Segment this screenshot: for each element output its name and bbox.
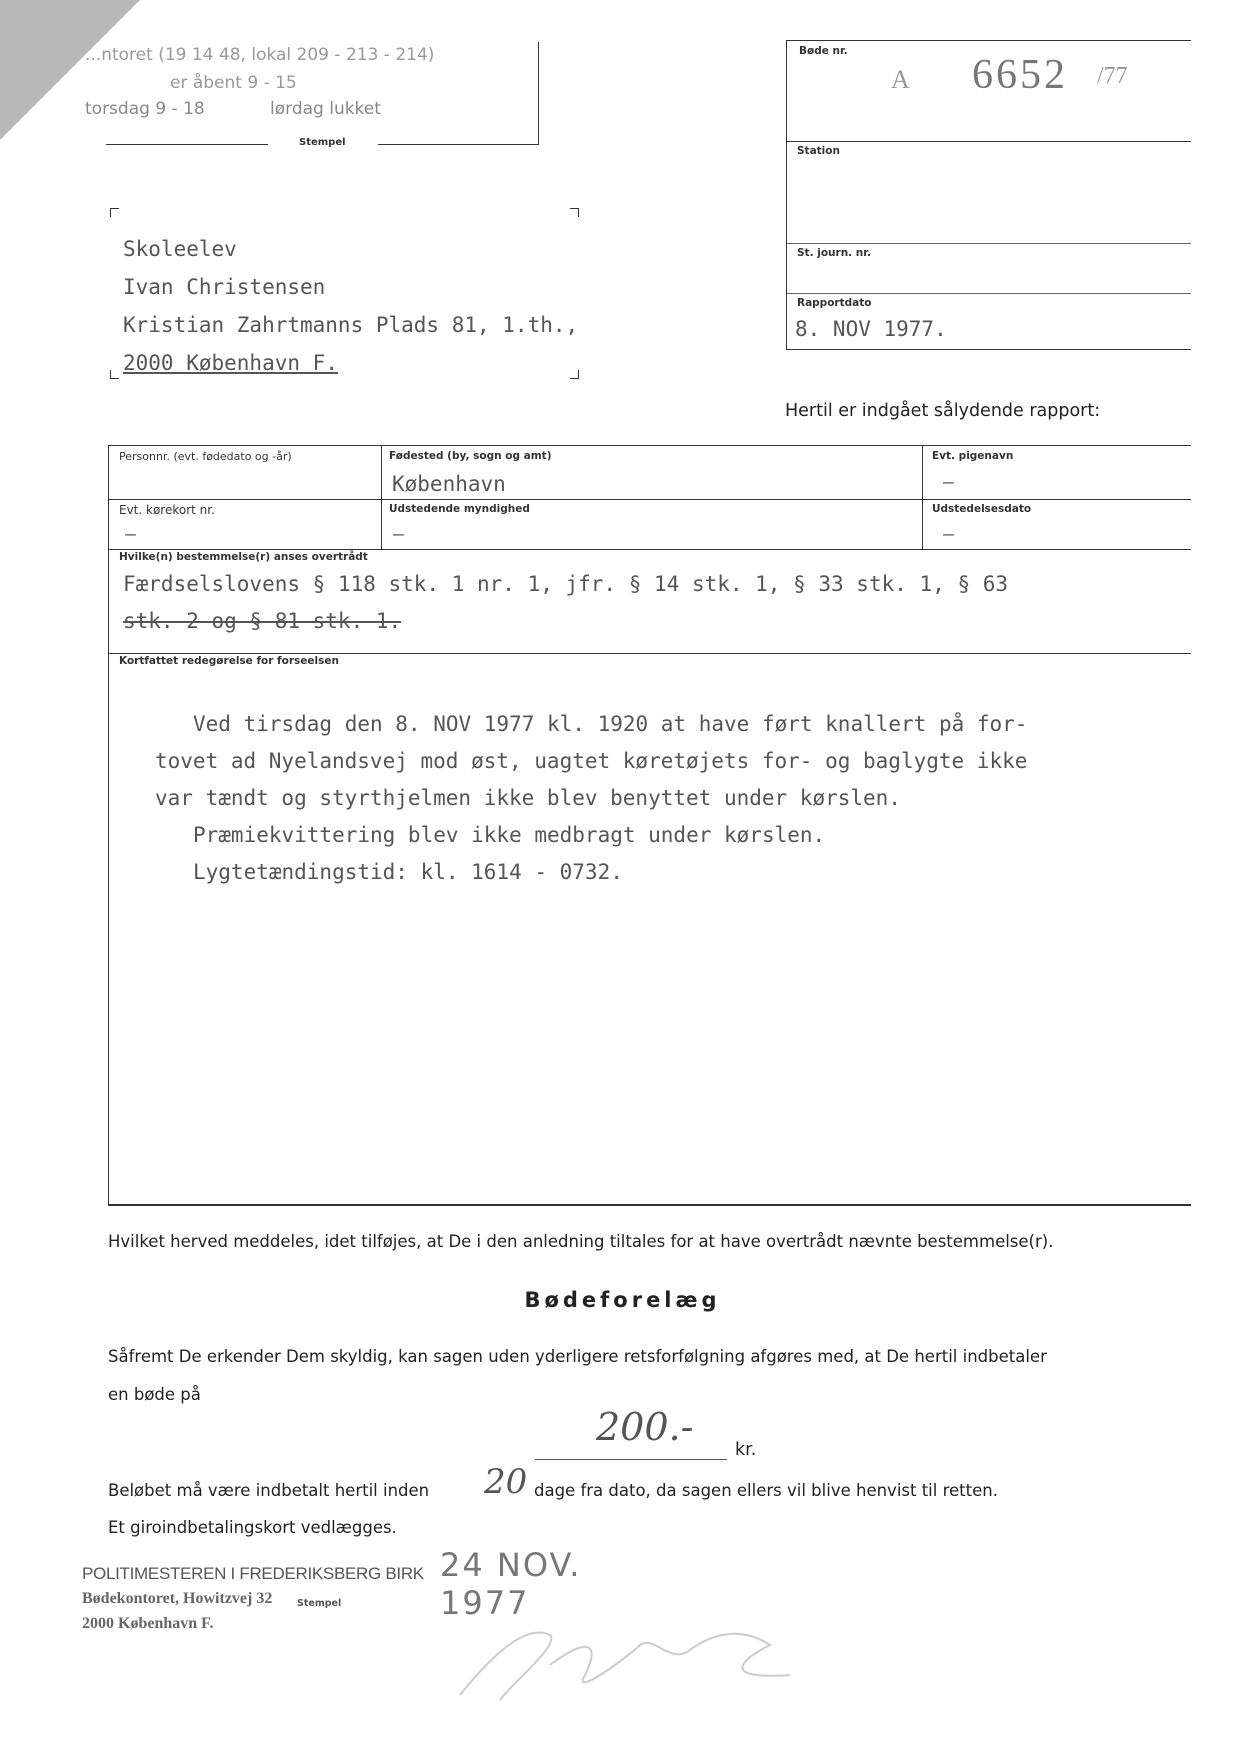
giro-text: Et giroindbetalingskort vedlægges.: [108, 1518, 397, 1537]
fodested-label: Fødested (by, sogn og amt): [389, 450, 552, 462]
stamp-box-bottom-left: [106, 144, 268, 145]
amount-value: 200.-: [596, 1405, 694, 1449]
journ-divider: [787, 293, 1191, 294]
address-block: [123, 230, 578, 382]
footer-line-3: 2000 København F.: [82, 1615, 214, 1632]
redegorelse-text: [155, 706, 1027, 891]
footer-line-2: Bødekontoret, Howitzvej 32: [82, 1590, 273, 1607]
pay-before: Beløbet må være indbetalt hertil inden: [108, 1481, 430, 1500]
report-form: [108, 445, 1191, 1206]
bestemmelse-line-1: Færdselslovens § 118 stk. 1 nr. 1, jfr. § 14 stk. 1, § 33 stk. 1, § 63: [123, 572, 1009, 596]
stamp-line-2: er åbent 9 - 15: [170, 73, 297, 93]
korekort-label: Evt. kørekort nr.: [119, 503, 215, 517]
bode-prefix: A: [891, 65, 910, 94]
footer-line-1: POLITIMESTEREN I FREDERIKSBERG BIRK: [82, 1564, 424, 1583]
notice-text: Hvilket herved meddeles, idet tilføjes, at De i den anledning tiltales for at have overtrådt nævnte bestemmelse(r).: [108, 1232, 1054, 1251]
signature: [440, 1605, 860, 1715]
address-line-4: 2000 København F.: [123, 351, 338, 375]
bode-divider: [787, 141, 1191, 142]
pay-days: 20: [484, 1462, 528, 1502]
form-row-divider-2: [109, 549, 1191, 550]
bodeforelaeg-heading: Bødeforelæg: [524, 1288, 721, 1312]
rapportdato-label: Rapportdato: [797, 297, 872, 309]
redegorelse-line: var tændt og styrthjelmen ikke blev benyttet under kørslen.: [155, 786, 901, 810]
bestemmelse-label: Hvilke(n) bestemmelse(r) anses overtrådt: [119, 551, 368, 563]
redegorelse-line: Ved tirsdag den 8. NOV 1977 kl. 1920 at have ført knallert på for-: [193, 712, 1028, 736]
redegorelse-line: Præmiekvittering blev ikke medbragt under kørslen.: [193, 823, 826, 847]
stamp-box-bottom-right: [378, 144, 539, 145]
pay-after: dage fra dato, da sagen ellers vil blive henvist til retten.: [534, 1481, 998, 1500]
redegorelse-line: tovet ad Nyelandsvej mod øst, uagtet køretøjets for- og baglygte ikke: [155, 749, 1028, 773]
rapportdato-value: 8. NOV 1977.: [795, 317, 947, 341]
journ-label: St. journ. nr.: [797, 247, 871, 259]
bode-year: /77: [1097, 63, 1128, 89]
para1-line-2: en bøde på: [108, 1385, 201, 1404]
address-corner-tr: [570, 208, 579, 217]
form-row-divider-1: [109, 499, 1191, 500]
stamp-line-1: ...ntoret (19 14 48, lokal 209 - 213 - 214): [85, 45, 435, 65]
pigenavn-value: –: [943, 472, 954, 493]
station-label: Station: [797, 145, 840, 157]
personnr-label: Personnr. (evt. fødedato og -år): [119, 450, 292, 463]
stamp-label: Stempel: [299, 137, 346, 148]
stamp-box-right: [538, 42, 539, 144]
bode-number: 6652: [972, 52, 1068, 98]
redegorelse-line: Lygtetændingstid: kl. 1614 - 0732.: [193, 860, 623, 884]
bode-nr-label: Bøde nr.: [799, 45, 848, 57]
footer-date: 24 NOV. 1977: [440, 1546, 582, 1622]
myndighed-value: –: [393, 524, 404, 545]
address-line-3: Kristian Zahrtmanns Plads 81, 1.th.,: [123, 313, 579, 337]
office-stamp: [85, 45, 540, 145]
amount-unit: kr.: [735, 1440, 757, 1460]
stamp-line-3: torsdag 9 - 18: [85, 99, 205, 119]
udstedelsesdato-value: –: [943, 524, 954, 545]
bestemmelse-line-2: stk. 2 og § 81 stk. 1.: [123, 609, 402, 633]
address-corner-tl: [110, 208, 119, 217]
footer-stempel: Stempel: [297, 1598, 342, 1609]
case-info-box: [786, 40, 1191, 350]
fodested-value: København: [392, 472, 506, 496]
address-corner-bl: [110, 370, 119, 379]
form-row-divider-3: [109, 653, 1191, 654]
amount-underline: [535, 1459, 727, 1460]
pigenavn-label: Evt. pigenavn: [932, 450, 1014, 462]
redegorelse-label: Kortfattet redegørelse for forseelsen: [119, 655, 339, 667]
korekort-value: –: [125, 524, 136, 545]
address-line-2: Ivan Christensen: [123, 275, 326, 299]
para1-line-1: Såfremt De erkender Dem skyldig, kan sagen uden yderligere retsforfølgning afgøres med, at De hertil indbetaler: [108, 1347, 1047, 1366]
stamp-line-3b: lørdag lukket: [270, 99, 381, 119]
myndighed-label: Udstedende myndighed: [389, 503, 530, 515]
report-intro: Hertil er indgået sålydende rapport:: [785, 401, 1101, 421]
form-col-divider-2: [922, 446, 923, 549]
station-divider: [787, 243, 1191, 244]
udstedelsesdato-label: Udstedelsesdato: [932, 503, 1032, 515]
form-col-divider-1: [381, 446, 382, 549]
address-line-1: Skoleelev: [123, 237, 237, 261]
